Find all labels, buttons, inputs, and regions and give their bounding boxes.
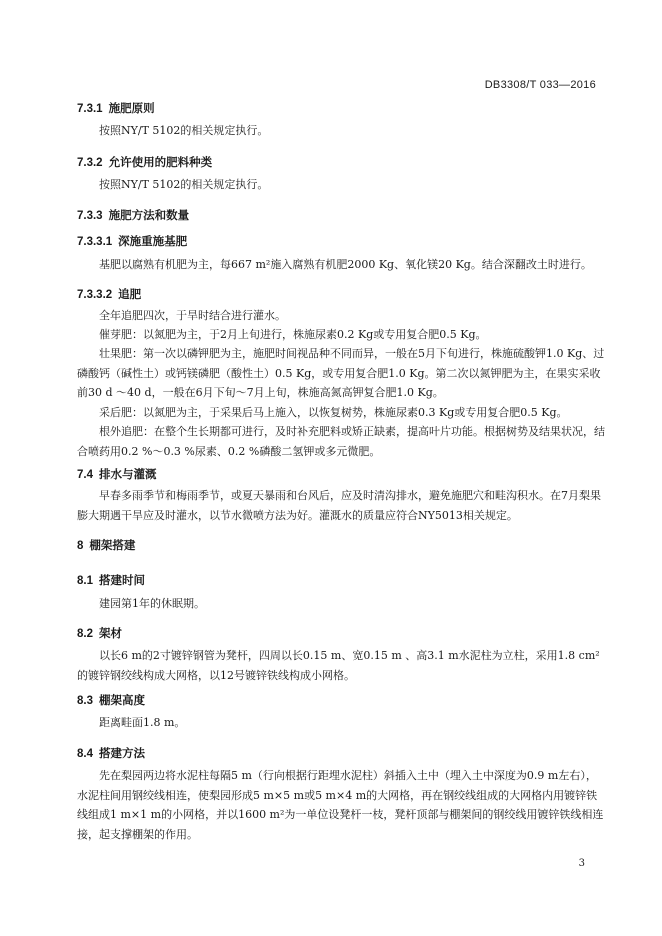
paragraph-fruit-fertilizer: 壮果肥：第一次以磷钾肥为主，施肥时间视品种不同而异，一般在5月下旬进行，株施硫酸钾1.0 Kg、过磷酸钙（碱性土）或钙镁磷肥（酸性土）0.5 Kg，或专用复合肥1.0 Kg。第二次以氮钾肥为主，在果实采收前30 d ～40 d，一般在6月下旬～7月上旬，株施高氮高钾复合肥1.0 Kg。	[77, 347, 605, 399]
heading-8	[77, 537, 135, 553]
section-title: 搭建方法	[99, 748, 145, 760]
heading-7-3-3	[77, 207, 189, 223]
section-number: 7.3.2	[77, 157, 103, 169]
heading-7-3-3-2	[77, 286, 141, 302]
section-title: 棚架搭建	[89, 540, 136, 552]
paragraph-post-harvest-fertilizer: 采后肥：以氮肥为主，于采果后马上施入，以恢复树势，株施尿素0.3 Kg或专用复合肥0.5 Kg。	[99, 406, 568, 419]
paragraph-7-4: 早春多雨季节和梅雨季节，或夏天暴雨和台风后，应及时清沟排水，避免施肥穴和畦沟积水。在7月梨果膨大期遇干旱应及时灌水，以节水微喷方法为好。灌溉水的质量应符合NY5013相关规定。	[77, 489, 601, 522]
section-number: 8	[77, 540, 84, 552]
section-title: 搭建时间	[99, 575, 145, 587]
paragraph-8-4: 先在梨园两边将水泥柱每隔5 m（行向根据行距埋水泥柱）斜插入土中（埋入土中深度为0.9 m左右），水泥柱间用钢绞线相连，使梨园形成5 m×5 m或5 m×4 m的大网格，再在钢绞线组成的大网格内用镀锌铁线组成1 m×1 m的小网格，并以1600 m²为一单位设凳杆一枝，凳杆顶部与棚架间的钢绞线用镀锌铁线相连接，起支撑棚架的作用。	[77, 769, 604, 841]
paragraph-8-3: 距离畦面1.8 m。	[99, 716, 186, 729]
section-title: 允许使用的肥料种类	[108, 157, 213, 169]
page-number: 3	[578, 858, 585, 869]
heading-7-3-2	[77, 154, 212, 170]
section-title: 施肥方法和数量	[108, 210, 190, 222]
heading-7-3-1	[77, 100, 155, 116]
heading-7-3-3-1	[77, 233, 187, 249]
heading-8-3	[77, 692, 145, 708]
paragraph-7-3-3-1: 基肥以腐熟有机肥为主，每667 m²施入腐熟有机肥2000 Kg、氧化镁20 Kg。结合深翻改土时进行。	[99, 258, 592, 271]
paragraph-7-3-2: 按照NY/T 5102的相关规定执行。	[99, 178, 269, 191]
paragraph-8-2: 以长6 m的2寸镀锌钢管为凳杆，四周以长0.15 m、宽0.15 m 、高3.1 m水泥柱为立柱，采用1.8 cm²的镀锌钢绞线构成大网格，以12号镀锌铁线构成小网格。	[77, 649, 600, 682]
section-title: 棚架高度	[99, 695, 145, 707]
section-title: 追肥	[118, 289, 142, 301]
heading-8-2	[77, 625, 122, 641]
section-number: 8.2	[77, 628, 93, 640]
section-number: 7.3.3	[77, 210, 103, 222]
section-number: 7.3.3.2	[77, 289, 113, 301]
section-number: 7.3.3.1	[77, 236, 113, 248]
paragraph-topdressing-intro: 全年追肥四次，于旱时结合进行灌水。	[99, 309, 286, 322]
section-number: 8.1	[77, 575, 93, 587]
section-number: 8.3	[77, 695, 93, 707]
section-number: 8.4	[77, 748, 93, 760]
heading-7-4	[77, 466, 157, 482]
document-code: DB3308/T 033—2016	[484, 79, 596, 91]
section-number: 7.3.1	[77, 103, 103, 115]
section-title: 施肥原则	[108, 103, 155, 115]
heading-8-4	[77, 745, 145, 761]
paragraph-7-3-1: 按照NY/T 5102的相关规定执行。	[99, 124, 269, 137]
section-title: 架材	[99, 628, 122, 640]
section-title: 深施重施基肥	[118, 236, 188, 248]
paragraph-foliar-fertilizer: 根外追肥：在整个生长期都可进行，及时补充肥料或矫正缺素，提高叶片功能。根据树势及结果状况，结合喷药用0.2 %～0.3 %尿素、0.2 %磷酸二氢钾或多元微肥。	[77, 425, 605, 458]
paragraph-8-1: 建园第1年的休眠期。	[99, 597, 205, 610]
section-title: 排水与灌溉	[99, 469, 157, 481]
heading-8-1	[77, 572, 145, 588]
section-number: 7.4	[77, 469, 93, 481]
paragraph-bud-fertilizer: 催芽肥：以氮肥为主，于2月上旬进行，株施尿素0.2 Kg或专用复合肥0.5 Kg。	[99, 328, 487, 341]
